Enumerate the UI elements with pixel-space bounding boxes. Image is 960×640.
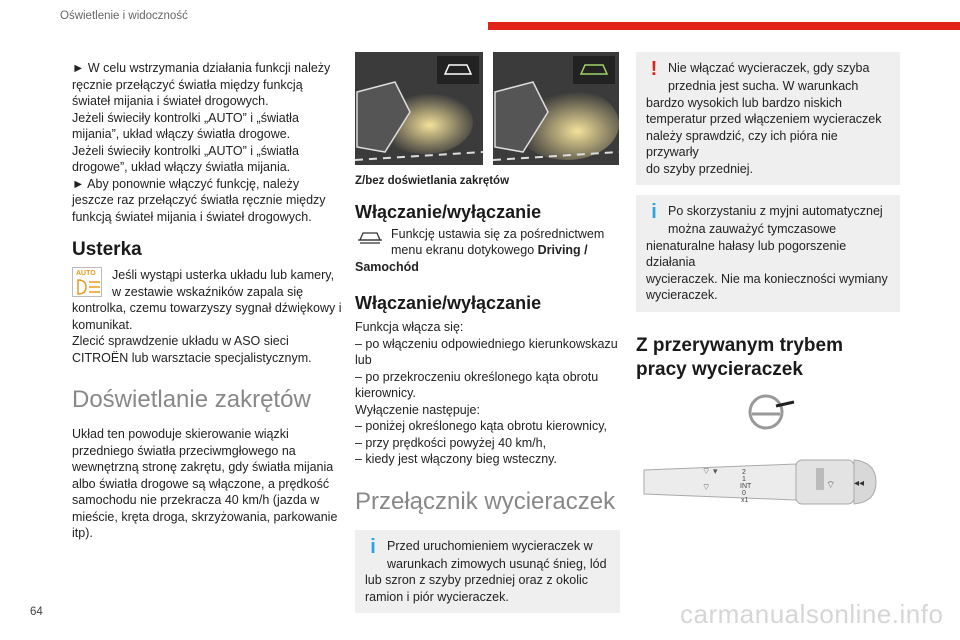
auto-icon-label: AUTO xyxy=(76,270,96,277)
rewind-arrows-icon: ◂◂ xyxy=(854,477,865,489)
text-line: wycieraczek. xyxy=(646,288,718,302)
column-1 xyxy=(72,60,342,542)
illustration-without-cornering xyxy=(355,52,483,165)
text-line: mijania”, układ włączy światła drogowe. xyxy=(72,127,291,141)
text-line: CITROËN lub warsztacie specjalistycznym. xyxy=(72,350,312,365)
intermittent-heading xyxy=(636,334,900,382)
text-line: albo światła drogowe są włączone, a prędkość xyxy=(72,476,330,491)
text-line: nienaturalne hałasy lub pogorszenie działania xyxy=(646,238,847,269)
text-line: Jeżeli świeciły kontrolki „AUTO” i „światła xyxy=(72,143,299,158)
stalk-position-label: INT xyxy=(740,482,752,490)
info-icon: i xyxy=(370,535,376,558)
stalk-position-label: 0 xyxy=(742,489,746,497)
text-line: w zestawie wskaźników zapala się xyxy=(112,284,304,299)
text-line: funkcją świateł mijania i świateł drogowych. xyxy=(72,209,312,224)
text-line: lub szron z szyby przedniej oraz z okolic xyxy=(365,573,589,587)
text-line: ręcznie przełączyć światła między funkcją xyxy=(72,77,303,92)
car-with-cornering-light-image xyxy=(493,52,619,165)
wiper-symbol: ⌔ xyxy=(702,481,711,492)
text-line: Jeżeli świeciły kontrolki „AUTO” i „światła xyxy=(72,110,299,125)
onoff2-heading: Włączanie/wyłączanie xyxy=(355,293,542,313)
wiper-heading: Przełącznik wycieraczek xyxy=(355,487,616,515)
text-line: wewnętrzną stronę zakrętu, gdy światła mijania xyxy=(72,460,334,474)
text-line: świateł mijania i świateł drogowych. xyxy=(72,94,269,108)
text-line: warunkach zimowych usunąć śnieg, lód xyxy=(387,556,607,571)
text-line: komunikat. xyxy=(72,317,133,332)
text-line: ► W celu wstrzymania działania funkcji należy xyxy=(72,61,331,75)
heading-line: pracy wycieraczek xyxy=(636,358,803,380)
stalk-position-label: x1 xyxy=(741,496,749,504)
text-line: – poniżej określonego kąta obrotu kierownicy, xyxy=(355,419,607,433)
text-line: Wyłączenie następuje: xyxy=(355,402,480,417)
wiper-stalk xyxy=(644,460,876,504)
text-line: kierownicy. xyxy=(355,386,416,400)
fault-paragraph xyxy=(72,267,342,366)
washer-symbol: ⌔ ▾ xyxy=(702,465,718,476)
text-line: – po włączeniu odpowiedniego kierunkowskazu xyxy=(355,336,618,351)
warning-box xyxy=(636,52,900,185)
page-number: 64 xyxy=(30,606,43,618)
onoff-paragraph xyxy=(355,226,620,276)
illustration-with-cornering xyxy=(493,52,619,165)
fault-heading: Usterka xyxy=(72,239,142,260)
text-line: temperatur przed włączeniem wycieraczek xyxy=(646,112,882,126)
car-without-cornering-light-image xyxy=(355,52,483,165)
auto-headlamp-icon xyxy=(72,267,102,297)
text-line: należy sprawdzić, czy ich pióra nie przywarły xyxy=(646,128,838,159)
text-line: menu ekranu dotykowego xyxy=(391,243,538,257)
menu-path-bold: Driving / xyxy=(537,243,588,257)
info-box-winter xyxy=(355,530,620,614)
steering-wheel-icon xyxy=(750,396,794,428)
illustration-caption: Z/bez doświetlania zakrętów xyxy=(355,175,510,187)
text-line: Układ ten powoduje skierowanie wiązki xyxy=(72,427,289,441)
header-title: Oświetlenie i widoczność xyxy=(60,10,188,22)
text-line: kontrolka, czemu towarzyszy sygnał dźwiękowy i xyxy=(72,301,342,315)
column-2 xyxy=(355,52,620,613)
text-line: bardzo wysokich lub bardzo niskich xyxy=(646,95,842,110)
text-line: przednia jest sucha. W warunkach xyxy=(668,79,859,93)
onoff-heading: Włączanie/wyłączanie xyxy=(355,201,542,222)
text-line: Po skorzystaniu z myjni automatycznej xyxy=(668,204,883,218)
cornering-paragraph xyxy=(72,426,342,542)
text-line: można zauważyć tymczasowe xyxy=(668,222,837,236)
text-line: jeszcze raz przełączyć światła ręcznie między xyxy=(72,193,326,207)
info-box-carwash xyxy=(636,195,900,312)
rear-wiper-symbol: ⌔ xyxy=(826,479,836,491)
text-line: samochodu nie przekracza 40 km/h (jazda w xyxy=(72,493,320,507)
text-line: Nie włączać wycieraczek, gdy szyba xyxy=(668,61,870,75)
stalk-position-label: 2 xyxy=(742,468,746,476)
text-line: wycieraczek. Nie ma konieczności wymiany xyxy=(646,271,888,286)
text-line: ramion i piór wycieraczek. xyxy=(365,589,509,604)
text-line: Jeśli wystąpi usterka układu lub kamery, xyxy=(112,268,335,282)
text-line: Przed uruchomieniem wycieraczek w xyxy=(387,538,593,553)
warning-icon: ! xyxy=(650,58,658,80)
info-icon: i xyxy=(651,201,657,223)
column-3 xyxy=(636,52,900,540)
cornering-heading: Doświetlanie zakrętów xyxy=(72,386,311,413)
intro-paragraph xyxy=(72,60,342,225)
stalk-position-label: 1 xyxy=(742,475,746,483)
onoff2-paragraph xyxy=(355,319,620,468)
text-line: lub xyxy=(355,353,372,367)
car-menu-icon xyxy=(357,228,383,246)
text-line: przedniego światła przeciwmgłowego na xyxy=(72,443,296,458)
text-line: mieście, kręta droga, skrzyżowania, parkowanie xyxy=(72,509,338,524)
cornering-illustrations xyxy=(355,52,620,165)
headlamp-beam-icon xyxy=(74,278,102,296)
heading-line: Z przerywanym trybem xyxy=(636,334,843,356)
text-line: Funkcja włącza się: xyxy=(355,320,464,334)
header-accent-bar xyxy=(488,22,960,30)
text-line: drogowe”, układ włączy światła mijania. xyxy=(72,160,291,174)
text-line: Zlecić sprawdzenie układu w ASO sieci xyxy=(72,334,289,348)
text-line: – przy prędkości powyżej 40 km/h, xyxy=(355,435,547,450)
text-line: – kiedy jest włączony bieg wsteczny. xyxy=(355,452,557,466)
text-line: – po przekroczeniu określonego kąta obrotu xyxy=(355,369,599,384)
watermark-text: carmanualsonline.info xyxy=(680,599,944,629)
text-line: Funkcję ustawia się za pośrednictwem xyxy=(391,226,605,241)
text-line: itp). xyxy=(72,526,93,540)
menu-path-bold: Samochód xyxy=(355,259,419,274)
text-line: do szyby przedniej. xyxy=(646,161,754,176)
wiper-stalk-illustration xyxy=(636,390,900,540)
text-line: ► Aby ponownie włączyć funkcję, należy xyxy=(72,176,300,191)
